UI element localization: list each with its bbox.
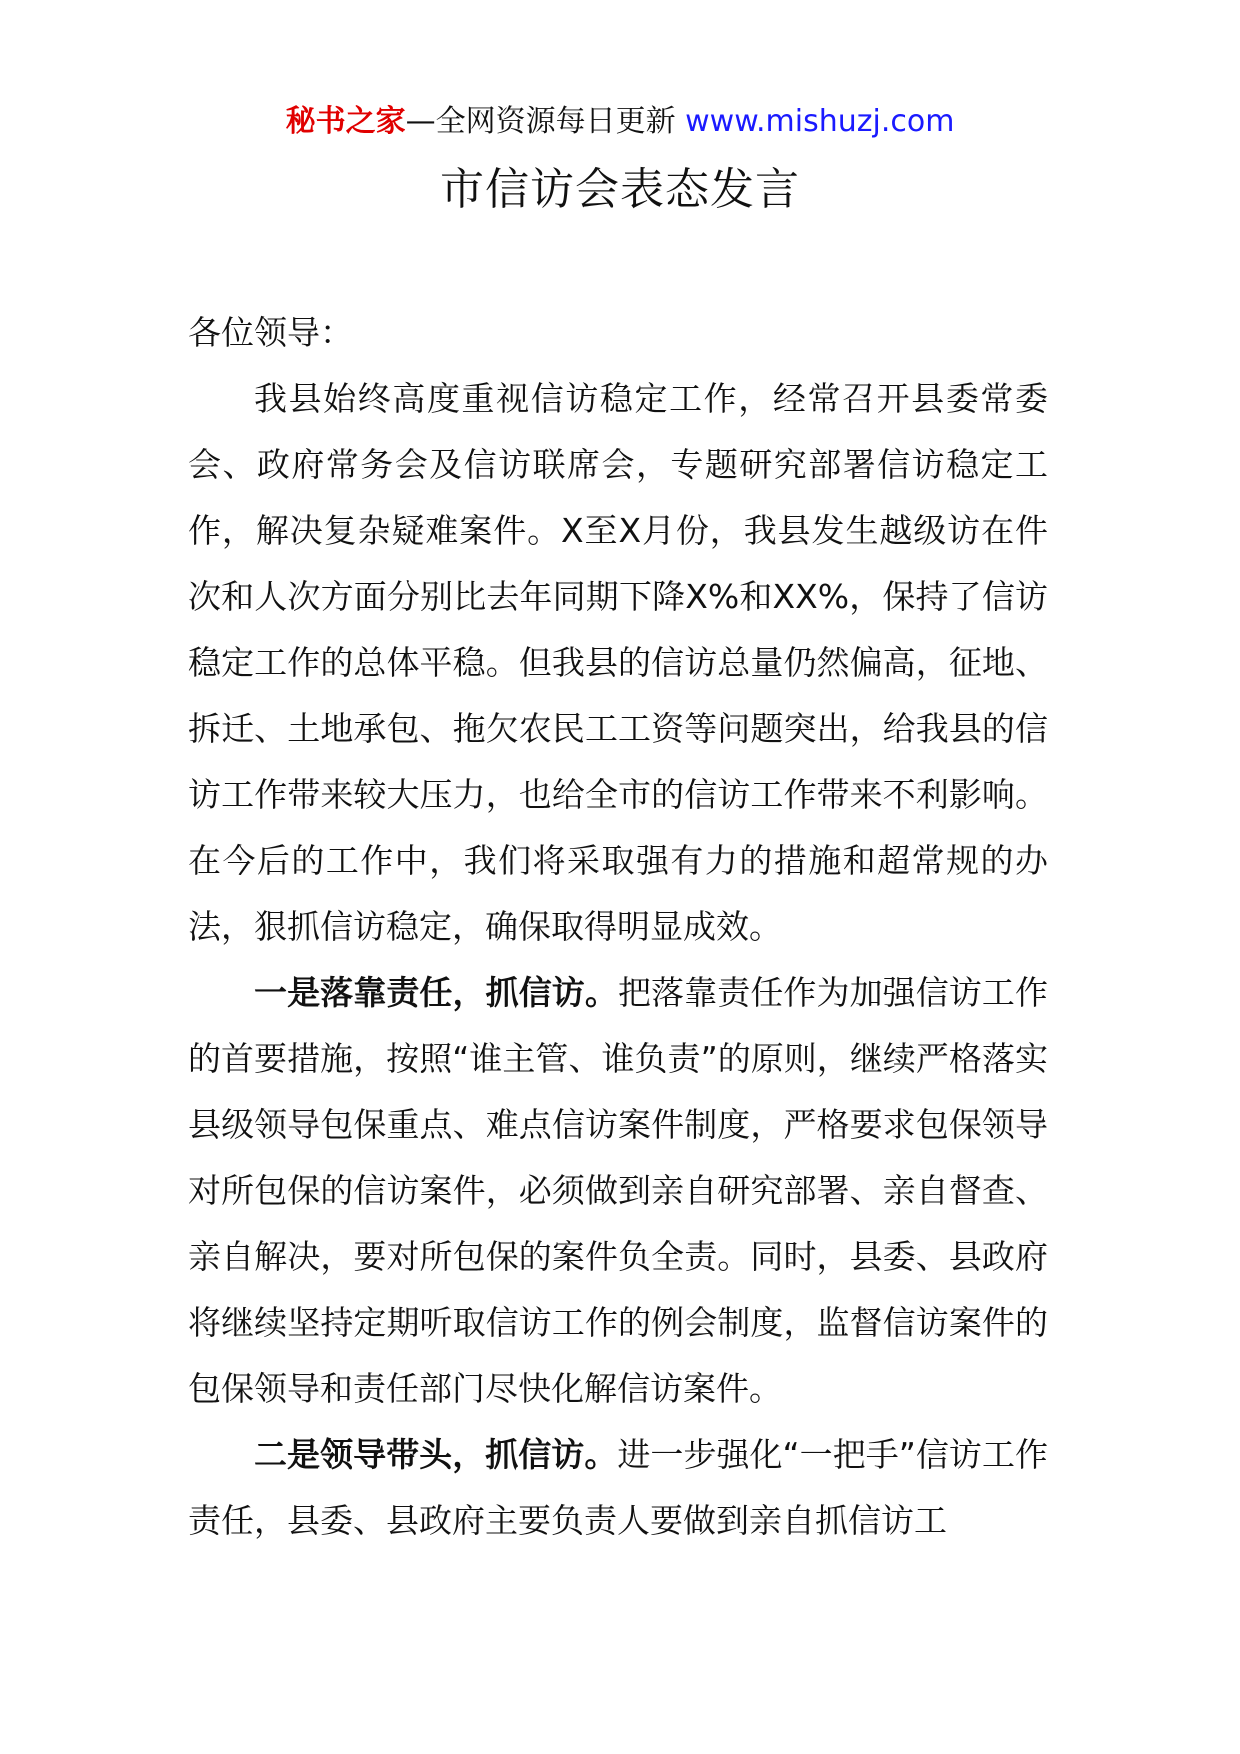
paragraph-lead: 二是领导带头，抓信访。 <box>254 1435 618 1474</box>
paragraph-point-1 <box>188 960 1048 1422</box>
paragraph-text: 我县始终高度重视信访稳定工作，经常召开县委常委会、政府常务会及信访联席会，专题研究部署信访稳定工作，解决复杂疑难案件。X至X月份，我县发生越级访在件次和人次方面分别比去年同期下降X%和XX%，保持了信访稳定工作的总体平稳。但我县的信访总量仍然偏高，征地、拆迁、土地承包、拖欠农民工工资等问题突出，给我县的信访工作带来较大压力，也给全市的信访工作带来不利影响。在今后的工作中，我们将采取强有力的措施和超常规的办法，狠抓信访稳定，确保取得明显成效。 <box>188 379 1048 946</box>
document-body <box>188 300 1048 1554</box>
paragraph-intro <box>188 366 1048 960</box>
site-tagline: —全网资源每日更新 <box>405 104 686 139</box>
paragraph-point-2 <box>188 1422 1048 1554</box>
salutation: 各位领导： <box>188 313 353 352</box>
paragraph-text: 把落靠责任作为加强信访工作的首要措施，按照“谁主管、谁负责”的原则，继续严格落实县级领导包保重点、难点信访案件制度，严格要求包保领导对所包保的信访案件，必须做到亲自研究部署、亲自督查、亲自解决，要对所包保的案件负全责。同时，县委、县政府将继续坚持定期听取信访工作的例会制度，监督信访案件的包保领导和责任部门尽快化解信访案件。 <box>188 973 1049 1408</box>
site-brand: 秘书之家 <box>285 104 406 139</box>
document-title: 市信访会表态发言 <box>440 164 800 215</box>
site-url-link[interactable]: www.mishuzj.com <box>685 104 955 139</box>
paragraph-lead: 一是落靠责任，抓信访。 <box>254 973 618 1012</box>
paragraph-text: 进一步强化“一把手”信访工作责任，县委、县政府主要负责人要做到亲自抓信访工 <box>188 1435 1048 1540</box>
site-header <box>0 102 1240 142</box>
